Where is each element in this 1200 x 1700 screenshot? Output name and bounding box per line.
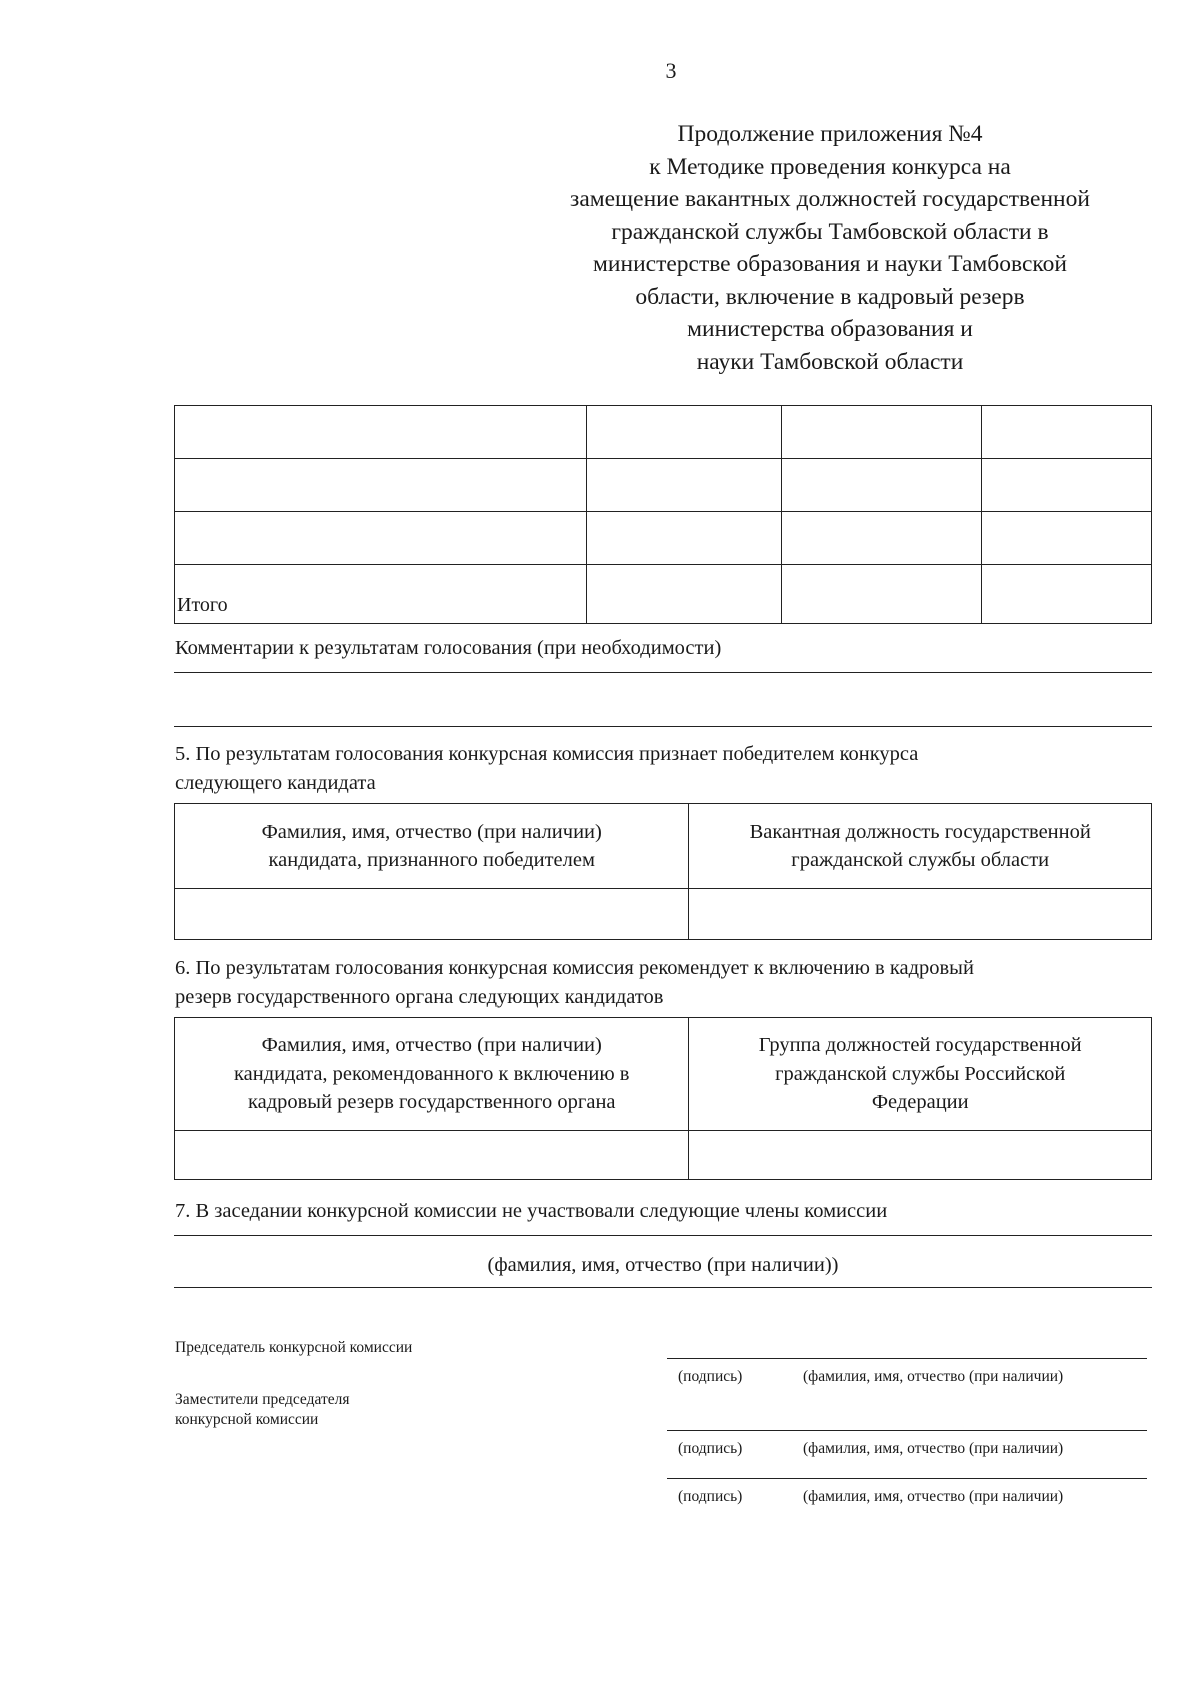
signature-line [667,1478,1147,1479]
table-cell [982,406,1152,459]
section5-line: 5. По результатам голосования конкурсная комиссия признает победителем конкурса [175,743,919,765]
table-cell [782,512,982,565]
section6-text [175,954,974,1012]
table-cell [175,512,587,565]
table-cell [982,459,1152,512]
table-row [175,1018,1152,1131]
table-cell [175,406,587,459]
table-cell [175,889,689,940]
header-line: замещение вакантных должностей государственной [570,186,1090,212]
comments-line [174,672,1152,673]
header-text: гражданской службы области [791,849,1050,871]
table-row [175,1131,1152,1180]
signature-line [667,1358,1147,1359]
table-cell [689,1131,1152,1180]
header-line: науки Тамбовской области [696,348,964,375]
position-header [689,804,1152,889]
section7-caption: (фамилия, имя, отчество (при наличии)) [487,1254,839,1276]
winner-table [174,803,1152,940]
page-number: 3 [665,58,677,83]
section5-line: следующего кандидата [175,772,376,794]
header-line: области, включение в кадровый резерв [635,283,1025,310]
table-cell [586,406,782,459]
vote-table [174,405,1152,624]
header-line: гражданской службы Тамбовской области в [611,218,1049,245]
comments-label: Комментарии к результатам голосования (при необходимости) [175,637,722,659]
name-caption: (фамилия, имя, отчество (при наличии) [803,1488,1064,1505]
header-text: Вакантная должность государственной [749,820,1091,843]
header-line: министерстве образования и науки Тамбовской [593,251,1067,277]
header-text: гражданской службы Российской [775,1062,1066,1085]
header-text: кандидата, рекомендованного к включению в [234,1062,630,1085]
signature-caption: (подпись) [678,1368,743,1385]
header-line: министерства образования и [687,316,973,342]
table-row [175,889,1152,940]
chairman-label: Председатель конкурсной комиссии [175,1339,413,1356]
header-text: Фамилия, имя, отчество (при наличии) [261,820,602,843]
name-caption: (фамилия, имя, отчество (при наличии) [803,1368,1064,1385]
position-group-header [689,1018,1152,1131]
table-cell [782,406,982,459]
table-cell [982,565,1152,624]
table-row [175,406,1152,459]
name-caption: (фамилия, имя, отчество (при наличии) [803,1440,1064,1457]
signature-caption: (подпись) [678,1488,743,1505]
header-text: кадровый резерв государственного органа [247,1091,616,1114]
table-cell [175,459,587,512]
deputies-line: Заместители председателя [175,1391,350,1408]
section6-line: резерв государственного органа следующих кандидатов [175,986,664,1008]
winner-name-header [175,804,689,889]
deputies-label [175,1390,349,1430]
absent-members-line [174,1235,1152,1236]
table-cell [782,565,982,624]
header-text: Фамилия, имя, отчество (при наличии) [261,1034,602,1057]
header-text: Группа должностей государственной [758,1034,1082,1057]
table-cell [982,512,1152,565]
signature-line [667,1430,1147,1431]
comments-line [174,726,1152,727]
table-cell [586,459,782,512]
deputies-line: конкурсной комиссии [175,1411,319,1428]
total-label: Итого [175,565,587,624]
table-row [175,804,1152,889]
table-row [175,565,1152,624]
table-row [175,512,1152,565]
candidate-name-header [175,1018,689,1131]
absent-members-line [174,1287,1152,1288]
table-cell [782,459,982,512]
reserve-table [174,1017,1152,1180]
section7-text: 7. В заседании конкурсной комиссии не участвовали следующие члены комиссии [175,1200,888,1222]
section5-text [175,740,918,798]
header-text: кандидата, признанного победителем [268,849,595,871]
header-line: Продолжение приложения №4 [677,121,983,147]
appendix-header [500,118,1160,378]
table-cell [586,512,782,565]
table-cell [689,889,1152,940]
header-text: Федерации [871,1091,969,1114]
table-cell [175,1131,689,1180]
header-line: к Методике проведения конкурса на [649,153,1011,180]
section6-line: 6. По результатам голосования конкурсная комиссия рекомендует к включению в кадровый [175,957,974,979]
table-row [175,459,1152,512]
table-cell [586,565,782,624]
signature-caption: (подпись) [678,1440,743,1457]
